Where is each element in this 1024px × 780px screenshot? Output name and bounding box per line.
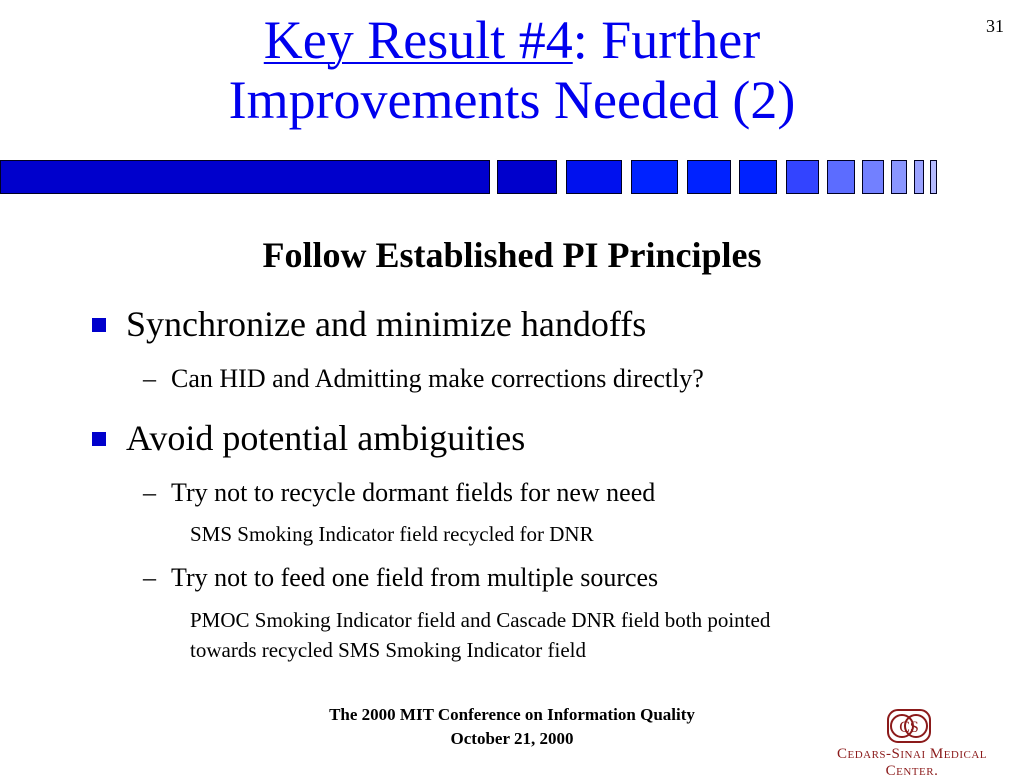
bar-segment [827,160,855,194]
bar-segment [687,160,731,194]
slide-subtitle: Follow Established PI Principles [262,235,762,275]
bar-segment [566,160,622,194]
slide-number: 31 [986,16,1004,36]
note-text: SMS Smoking Indicator field recycled for DNR [190,522,594,546]
bullet-item [92,418,525,458]
dash-icon: – [143,563,156,592]
sub-bullet-text: Can HID and Admitting make corrections directly? [171,364,704,393]
logo-mark-text: CS [899,719,919,736]
bullet-text: Avoid potential ambiguities [126,418,526,458]
title-rest: : Further [572,10,761,70]
bullet-text: Synchronize and minimize handoffs [126,304,647,344]
sub-bullet-text: Try not to recycle dormant fields for new need [171,478,656,507]
sub-bullet-item [143,563,658,593]
bar-segment [0,160,490,194]
note-text: towards recycled SMS Smoking Indicator field [190,638,587,662]
bar-segment [930,160,937,194]
bar-segment [914,160,924,194]
footer-conference: The 2000 MIT Conference on Information Quality [329,705,695,724]
dash-icon: – [143,478,156,507]
note-text: PMOC Smoking Indicator field and Cascade DNR field both pointed [190,608,771,632]
bar-segment [786,160,819,194]
bar-segment [891,160,907,194]
square-bullet-icon [92,318,106,332]
decorative-bar-strip [0,160,960,194]
title-underlined: Key Result #4 [263,10,573,70]
bar-segment [862,160,884,194]
square-bullet-icon [92,432,106,446]
title-line2: Improvements Needed (2) [228,70,796,130]
cedars-sinai-logo [818,708,1006,779]
dash-icon: – [143,364,156,393]
logo-name: Cedars-Sinai Medical Center. [836,746,988,779]
sub-bullet-text: Try not to feed one field from multiple sources [171,563,659,592]
sub-bullet-item [143,478,655,508]
bar-segment [739,160,777,194]
bullet-item [92,304,646,344]
footer-date: October 21, 2000 [450,729,574,748]
bar-segment [631,160,678,194]
slide-title [0,10,1024,130]
sub-bullet-item [143,364,704,394]
cs-logo-icon [886,708,932,744]
bar-segment [497,160,557,194]
